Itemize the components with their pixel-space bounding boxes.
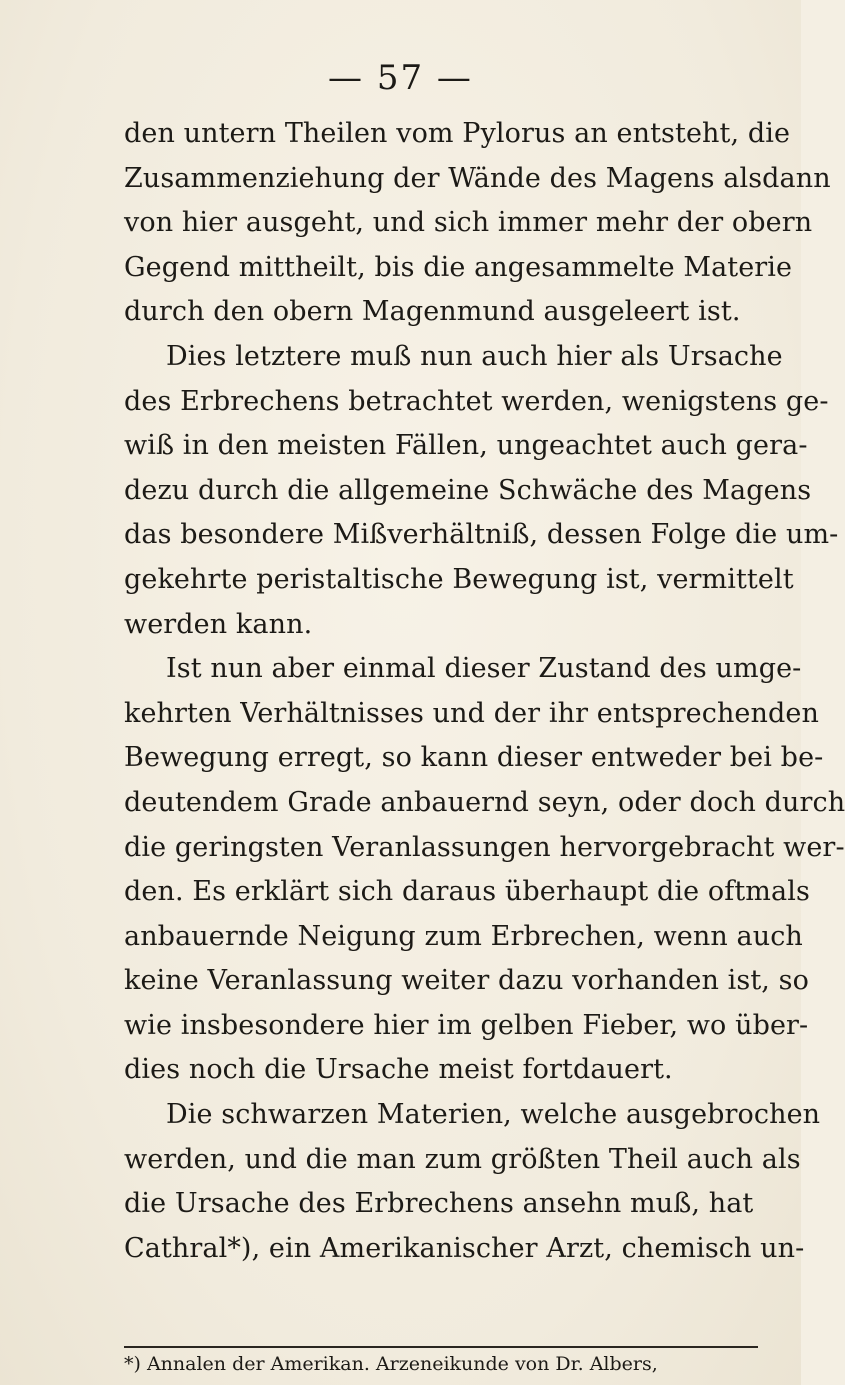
- text-line: dezu durch die allgemeine Schwäche des Magens: [124, 474, 812, 506]
- paragraph-start-line: Dies letztere muß nun auch hier als Ursache: [166, 340, 783, 372]
- text-line: Zusammenziehung der Wände des Magens alsdann: [124, 162, 831, 194]
- text-line: des Erbrechens betrachtet werden, wenigstens ge-: [124, 385, 829, 417]
- text-line: das besondere Mißverhältniß, dessen Folge die um-: [124, 519, 839, 551]
- text-line: anbauernde Neigung zum Erbrechen, wenn auch: [124, 920, 803, 952]
- text-line: kehrten Verhältnisses und der ihr entsprechenden: [124, 697, 819, 729]
- page-number: — 57 —: [328, 58, 473, 98]
- text-line: dies noch die Ursache meist fortdauert.: [124, 1054, 673, 1086]
- paragraph-start-line: Die schwarzen Materien, welche ausgebrochen: [166, 1099, 821, 1131]
- text-line: wie insbesondere hier im gelben Fieber, wo über-: [124, 1009, 809, 1041]
- footnote: *) Annalen der Amerikan. Arzeneikunde von Dr. Albers,: [124, 1353, 658, 1375]
- text-line: von hier ausgeht, und sich immer mehr der obern: [124, 207, 813, 239]
- paragraph-start-line: Ist nun aber einmal dieser Zustand des umge-: [166, 653, 802, 685]
- text-line: die Ursache des Erbrechens ansehn muß, hat: [124, 1188, 754, 1220]
- text-line: den untern Theilen vom Pylorus an entsteht, die: [124, 118, 791, 149]
- text-line: den. Es erklärt sich daraus überhaupt die oftmals: [124, 876, 810, 908]
- text-line: wiß in den meisten Fällen, ungeachtet auch gera-: [124, 430, 808, 462]
- text-line: Cathral*), ein Amerikanischer Arzt, chemisch un-: [124, 1232, 805, 1264]
- text-line: gekehrte peristaltische Bewegung ist, vermittelt: [124, 563, 794, 595]
- text-line: werden, und die man zum größten Theil auch als: [124, 1143, 801, 1175]
- footnote-divider: [124, 1346, 758, 1348]
- text-line: keine Veranlassung weiter dazu vorhanden ist, so: [124, 965, 809, 997]
- text-line: Bewegung erregt, so kann dieser entweder bei be-: [124, 742, 824, 774]
- text-line: die geringsten Veranlassungen hervorgebracht wer-: [124, 831, 845, 863]
- body-text: [124, 112, 845, 1271]
- text-line: Gegend mittheilt, bis die angesammelte Materie: [124, 251, 793, 283]
- text-line: werden kann.: [124, 608, 313, 640]
- text-line: durch den obern Magenmund ausgeleert ist.: [124, 296, 741, 328]
- text-line: deutendem Grade anbauernd seyn, oder doch durch: [124, 786, 845, 818]
